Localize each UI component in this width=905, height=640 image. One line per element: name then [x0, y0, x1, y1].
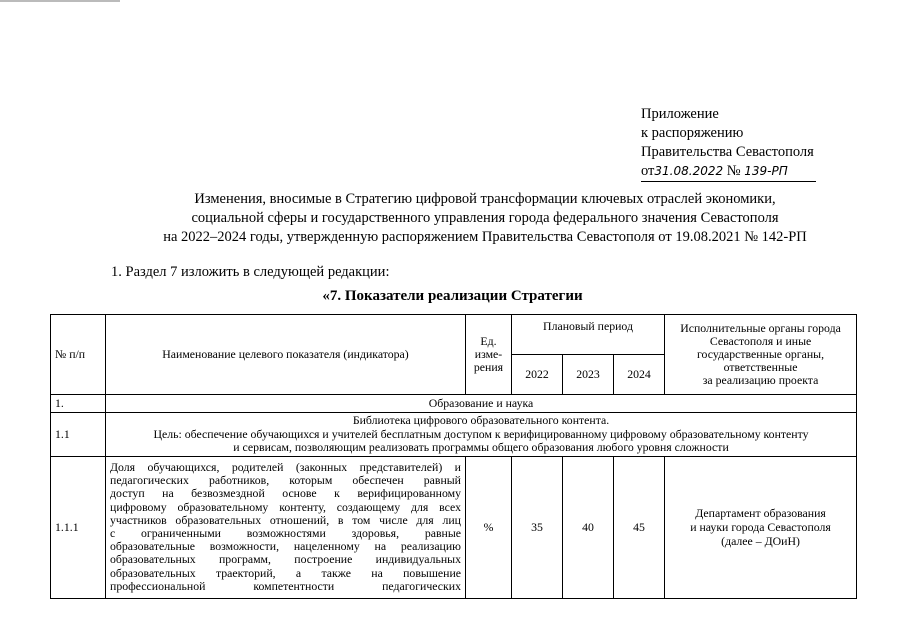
- indicators-table: [50, 314, 857, 599]
- header-unit-l3: рения: [473, 360, 504, 374]
- row-1-1-1: [51, 456, 857, 598]
- header-exec-l4: ответственные: [723, 360, 798, 374]
- row-1-1-line2: Цель: обеспечение обучающихся и учителей бесплатным доступом к верифицированному цифровому образовательному контенту: [153, 426, 809, 441]
- header-plan: Плановый период: [512, 315, 665, 355]
- indicator-line: образовательные возможности, нацеленному на реализацию: [110, 539, 461, 554]
- row-1-1-line1: Библиотека цифрового образовательного контента.: [352, 413, 610, 427]
- row-1-1-1-unit: %: [466, 456, 512, 598]
- annex-line3: Правительства Севастополя: [641, 144, 814, 160]
- header-exec-l5: за реализацию проекта: [702, 373, 819, 387]
- indicator-line: образовательных траекторий, а также на повышение: [110, 565, 461, 580]
- header-num: № п/п: [51, 315, 106, 395]
- row-1-1-1-num: 1.1.1: [51, 456, 106, 598]
- annex-block: [641, 105, 816, 182]
- row-1-1-num: 1.1: [51, 413, 106, 457]
- header-year-2024: 2024: [614, 355, 665, 395]
- exec-line3: (далее – ДОиН): [721, 534, 800, 548]
- intro-title: [100, 190, 870, 247]
- indicator-line: участников образовательных отношений, в том числе для лиц: [110, 512, 461, 527]
- row-1-1-1-indicator: [106, 456, 466, 598]
- header-unit-l2: изме-: [474, 347, 503, 361]
- annex-line1: Приложение: [641, 106, 719, 122]
- row-1-1-line3: и сервисам, позволяющим реализовать программы общего образования любого уровня сложности: [233, 440, 729, 454]
- indicator-line: профессиональной компетентности педагогических: [110, 578, 461, 593]
- header-year-2023: 2023: [563, 355, 614, 395]
- row-1-1-1-2023: 40: [563, 456, 614, 598]
- indicator-line: образовательных программ, построение индивидуальных: [110, 552, 461, 567]
- date-prefix: от: [641, 163, 655, 179]
- section-heading: «7. Показатели реализации Стратегии: [322, 288, 583, 304]
- row-1-text: Образование и наука: [106, 395, 857, 413]
- paragraph-1: 1. Раздел 7 изложить в следующей редакции:: [111, 264, 390, 280]
- exec-line1: Департамент образования: [695, 506, 826, 520]
- date-value: 31.08.2022: [654, 164, 724, 178]
- exec-line2: и науки города Севастополя: [690, 520, 831, 534]
- scan-edge-line: [0, 0, 120, 2]
- row-1-1: [51, 413, 857, 457]
- indicator-line: с ограниченными возможностями здоровья, равные: [110, 526, 461, 540]
- annex-date-line: [641, 162, 816, 182]
- header-unit-l1: Ед.: [480, 334, 497, 348]
- indicator-line: цифровому образовательному контенту, создающему для всех: [110, 499, 461, 514]
- header-exec: [665, 315, 857, 395]
- intro-line2: социальной сферы и государственного управления города федерального значения Севастополя: [191, 210, 779, 226]
- number-value: 139-РП: [744, 164, 788, 178]
- row-1-1-1-exec: [665, 456, 857, 598]
- header-exec-l2: Севастополя и иные: [709, 334, 812, 348]
- intro-line3: на 2022–2024 годы, утвержденную распоряжением Правительства Севастополя от 19.08.2021 № 142-РП: [163, 229, 807, 245]
- header-unit: [466, 315, 512, 395]
- row-1: [51, 395, 857, 413]
- header-exec-l1: Исполнительные органы города: [680, 321, 841, 335]
- row-1-1-text: [106, 413, 857, 457]
- intro-line1: Изменения, вносимые в Стратегию цифровой трансформации ключевых отраслей экономики,: [194, 191, 776, 207]
- header-name: Наименование целевого показателя (индикатора): [106, 315, 466, 395]
- header-year-2022: 2022: [512, 355, 563, 395]
- header-exec-l3: государственные органы,: [697, 347, 825, 361]
- number-prefix: №: [726, 163, 741, 179]
- row-1-num: 1.: [51, 395, 106, 413]
- indicator-line: педагогических работников, которым обеспечен равный: [110, 473, 461, 488]
- row-1-1-1-2022: 35: [512, 456, 563, 598]
- annex-line2: к распоряжению: [641, 125, 744, 141]
- indicator-line: Доля обучающихся, родителей (законных представителей) и: [110, 459, 461, 474]
- header-row-1: [51, 315, 857, 355]
- row-1-1-1-2024: 45: [614, 456, 665, 598]
- indicator-line: доступ на безвозмездной основе к верифицированному: [110, 486, 461, 501]
